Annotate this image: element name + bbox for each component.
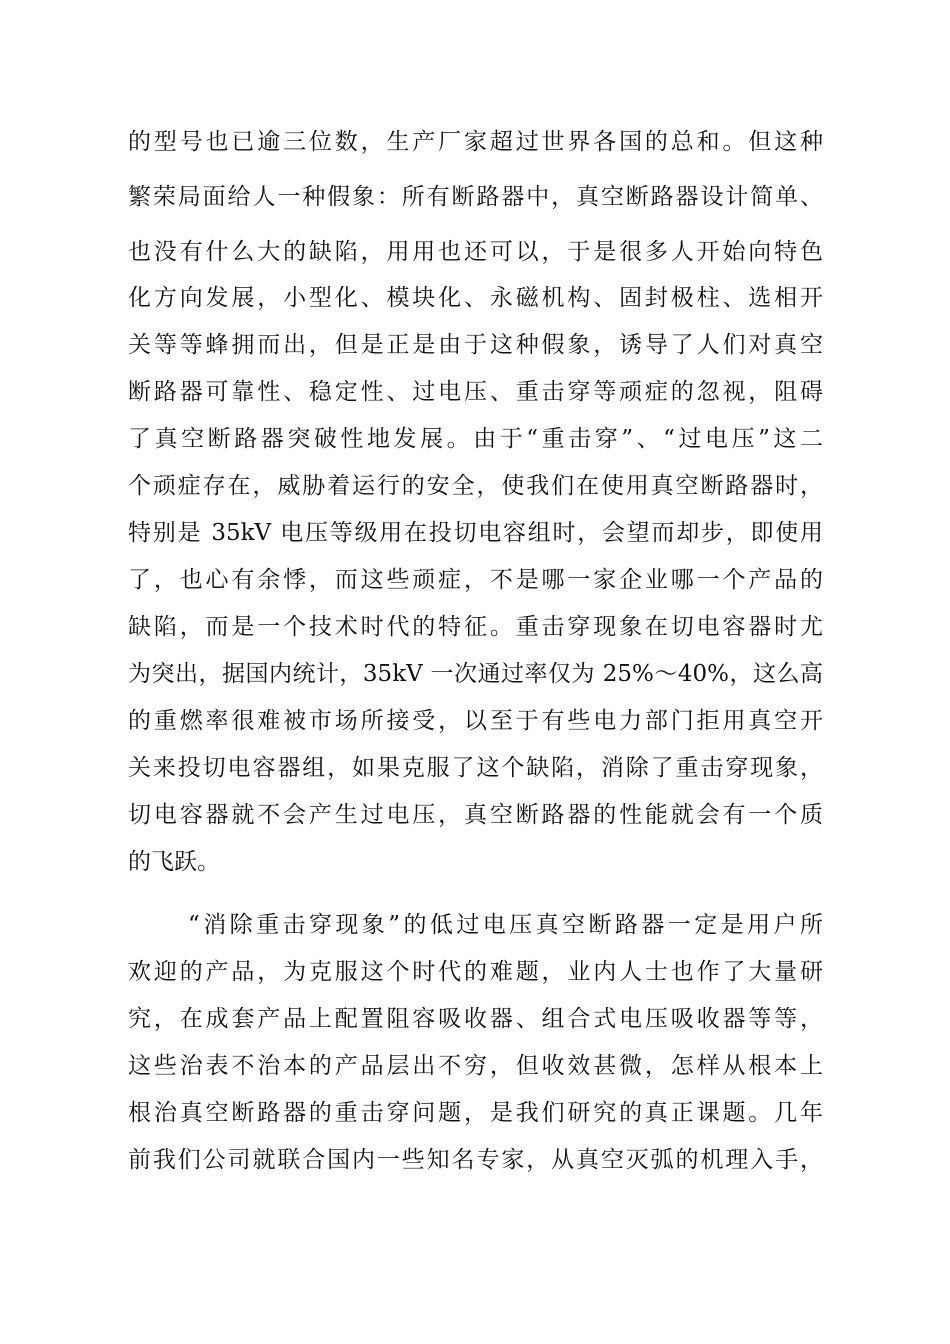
paragraph-line: 欢迎的产品，为克服这个时代的难题，业内人士也作了大量研 xyxy=(128,959,823,985)
paragraph-line: 这些治表不治本的产品层出不穷，但收效甚微，怎样从根本上 xyxy=(128,1053,823,1079)
paragraph-first-line: “消除重击穿现象”的低过电压真空断路器一定是用户所 xyxy=(188,912,823,938)
paragraph-line: 切电容器就不会产生过电压，真空断路器的性能就会有一个质 xyxy=(128,802,823,828)
paragraph-line: 也没有什么大的缺陷，用用也还可以，于是很多人开始向特色 xyxy=(128,239,823,265)
paragraph-line: 缺陷，而是一个技术时代的特征。重击穿现象在切电容器时尤 xyxy=(128,614,823,640)
paragraph-line: 特别是 35kV 电压等级用在投切电容组时，会望而却步，即使用 xyxy=(128,520,823,546)
paragraph-line: 究，在成套产品上配置阻容吸收器、组合式电压吸收器等等， xyxy=(128,1006,823,1032)
paragraph-line: 断路器可靠性、稳定性、过电压、重击穿等顽症的忽视，阻碍 xyxy=(128,379,823,405)
paragraph-line: 关等等蜂拥而出，但是正是由于这种假象，诱导了人们对真空 xyxy=(128,332,823,358)
paragraph-line: 个顽症存在，威胁着运行的安全，使我们在使用真空断路器时， xyxy=(128,473,823,499)
paragraph-line: 繁荣局面给人一种假象：所有断路器中，真空断路器设计简单、 xyxy=(128,184,823,210)
paragraph-line: 化方向发展，小型化、模块化、永磁机构、固封极柱、选相开 xyxy=(128,285,823,311)
paragraph-line: 的重燃率很难被市场所接受，以至于有些电力部门拒用真空开 xyxy=(128,708,823,734)
paragraph-line: 关来投切电容器组，如果克服了这个缺陷，消除了重击穿现象， xyxy=(128,755,823,781)
paragraph-line: 了真空断路器突破性地发展。由于“重击穿”、“过电压”这二 xyxy=(128,426,823,452)
paragraph-line: 为突出，据国内统计，35kV 一次通过率仅为 25%～40%，这么高 xyxy=(128,661,823,687)
paragraph-line: 的型号也已逾三位数，生产厂家超过世界各国的总和。但这种 xyxy=(128,129,823,155)
paragraph-line: 的飞跃。 xyxy=(128,849,220,875)
paragraph-line: 根治真空断路器的重击穿问题，是我们研究的真正课题。几年 xyxy=(128,1100,823,1126)
paragraph-line: 前我们公司就联合国内一些知名专家，从真空灭弧的机理入手， xyxy=(128,1147,823,1173)
paragraph-line: 了，也心有余悸，而这些顽症，不是哪一家企业哪一个产品的 xyxy=(128,567,823,593)
